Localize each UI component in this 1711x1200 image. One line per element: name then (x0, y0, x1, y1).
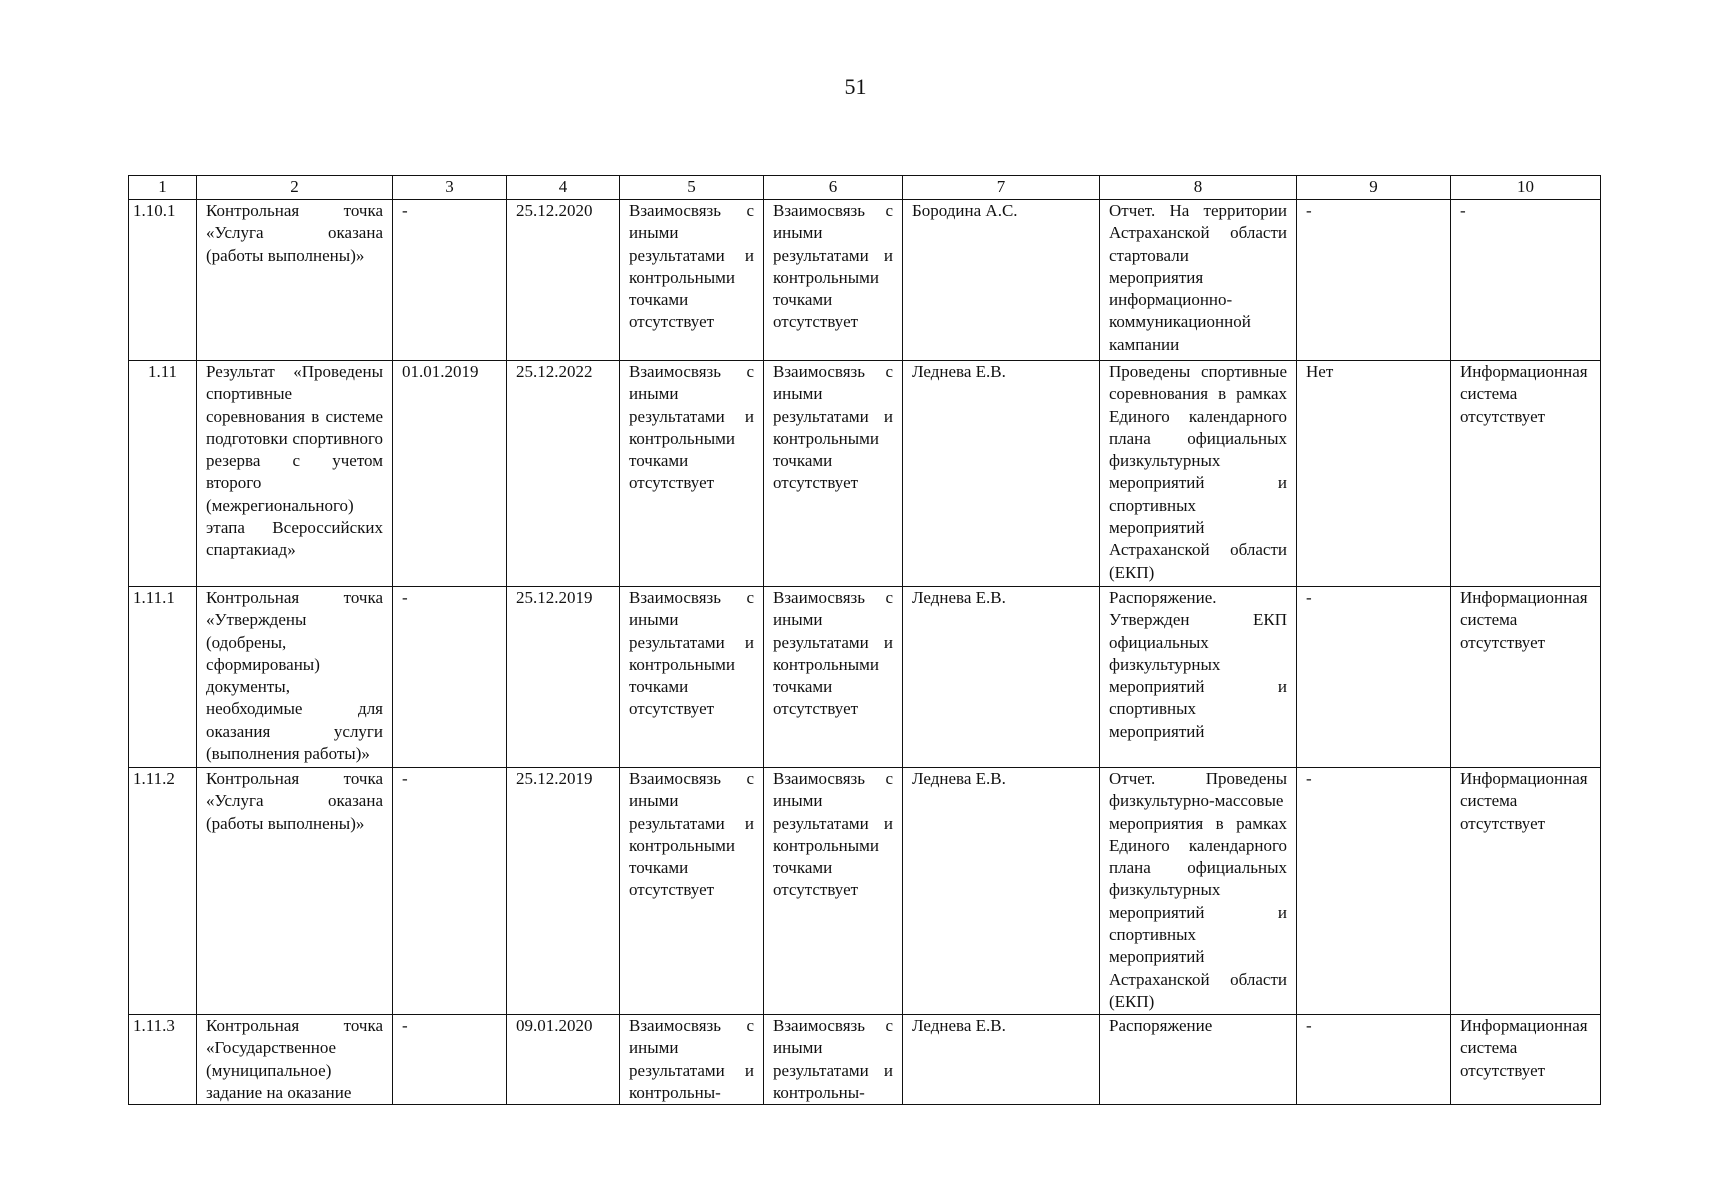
row-responsible-cell: Леднева Е.В. (903, 361, 1100, 587)
row-end-date-cell: 25.12.2019 (507, 587, 620, 768)
row-info-system-cell: - (1451, 200, 1601, 361)
row-responsible-cell: Леднева Е.В. (903, 1015, 1100, 1105)
row-link-points-cell: Взаимосвязь с иными результатами и контрольны- (764, 1015, 903, 1105)
row-start-date-cell: - (393, 200, 507, 361)
row-end-date-cell: 09.01.2020 (507, 1015, 620, 1105)
row-link-points-cell: Взаимосвязь с иными результатами и контрольными точками отсутствует (764, 200, 903, 361)
row-link-points-cell: Взаимосвязь с иными результатами и контрольными точками отсутствует (764, 768, 903, 1015)
row-link-results-cell: Взаимосвязь с иными результатами и контрольны- (620, 1015, 764, 1105)
row-number-cell: 1.11.2 (129, 768, 197, 1015)
row-start-date-cell: - (393, 768, 507, 1015)
row-info-system-cell: Информационная система отсутствует (1451, 768, 1601, 1015)
table-row (129, 361, 1601, 587)
row-name-cell: Контрольная точка «Услуга оказана (работы выполнены)» (197, 768, 393, 1015)
row-start-date-cell: 01.01.2019 (393, 361, 507, 587)
column-header: 10 (1451, 176, 1601, 200)
column-header: 8 (1100, 176, 1297, 200)
row-info-system-cell: Информационная система отсутствует (1451, 1015, 1601, 1105)
column-header: 7 (903, 176, 1100, 200)
row-info-system-cell: Информационная система отсутствует (1451, 587, 1601, 768)
row-name-cell: Контрольная точка «Утверждены (одобрены, сформированы) документы, необходимые для оказания услуги (выполнения работы)» (197, 587, 393, 768)
row-level-cell: - (1297, 1015, 1451, 1105)
row-link-results-cell: Взаимосвязь с иными результатами и контрольными точками отсутствует (620, 768, 764, 1015)
row-level-cell: - (1297, 587, 1451, 768)
row-end-date-cell: 25.12.2022 (507, 361, 620, 587)
row-number-cell: 1.11 (129, 361, 197, 587)
row-result-document-cell: Проведены спортивные соревнования в рамках Единого календарного плана официальных физкультурных мероприятий и спортивных мероприятий Астраханской области (ЕКП) (1100, 361, 1297, 587)
table-header-row (129, 176, 1601, 200)
row-number-cell: 1.11.3 (129, 1015, 197, 1105)
row-name-cell: Контрольная точка «Услуга оказана (работы выполнены)» (197, 200, 393, 361)
row-link-results-cell: Взаимосвязь с иными результатами и контрольными точками отсутствует (620, 587, 764, 768)
page-number: 51 (844, 74, 867, 99)
row-link-points-cell: Взаимосвязь с иными результатами и контрольными точками отсутствует (764, 361, 903, 587)
row-level-cell: - (1297, 768, 1451, 1015)
row-number-cell: 1.10.1 (129, 200, 197, 361)
table-row (129, 768, 1601, 1015)
column-header: 6 (764, 176, 903, 200)
plan-table (128, 175, 1601, 1105)
table-row (129, 1015, 1601, 1105)
row-number-cell: 1.11.1 (129, 587, 197, 768)
row-end-date-cell: 25.12.2020 (507, 200, 620, 361)
row-responsible-cell: Леднева Е.В. (903, 587, 1100, 768)
row-result-document-cell: Распоряжение (1100, 1015, 1297, 1105)
table-row (129, 587, 1601, 768)
row-name-cell: Результат «Проведены спортивные соревнования в системе подготовки спортивного резерва с учетом второго (межрегионального) этапа Всероссийских спартакиад» (197, 361, 393, 587)
column-header: 4 (507, 176, 620, 200)
row-link-results-cell: Взаимосвязь с иными результатами и контрольными точками отсутствует (620, 200, 764, 361)
row-result-document-cell: Распоряжение. Утвержден ЕКП официальных физкультурных мероприятий и спортивных мероприятий (1100, 587, 1297, 768)
column-header: 5 (620, 176, 764, 200)
row-info-system-cell: Информационная система отсутствует (1451, 361, 1601, 587)
row-name-cell: Контрольная точка «Государственное (муниципальное) задание на оказание (197, 1015, 393, 1105)
row-result-document-cell: Отчет. На территории Астраханской области стартовали мероприятия информационно-коммуникационной кампании (1100, 200, 1297, 361)
column-header: 2 (197, 176, 393, 200)
row-start-date-cell: - (393, 587, 507, 768)
row-start-date-cell: - (393, 1015, 507, 1105)
row-responsible-cell: Бородина А.С. (903, 200, 1100, 361)
column-header: 3 (393, 176, 507, 200)
table-row (129, 200, 1601, 361)
column-header: 1 (129, 176, 197, 200)
column-header: 9 (1297, 176, 1451, 200)
row-level-cell: - (1297, 200, 1451, 361)
row-link-points-cell: Взаимосвязь с иными результатами и контрольными точками отсутствует (764, 587, 903, 768)
row-result-document-cell: Отчет. Проведены физкультурно-массовые мероприятия в рамках Единого календарного плана официальных физкультурных мероприятий и спортивных мероприятий Астраханской области (ЕКП) (1100, 768, 1297, 1015)
row-link-results-cell: Взаимосвязь с иными результатами и контрольными точками отсутствует (620, 361, 764, 587)
row-end-date-cell: 25.12.2019 (507, 768, 620, 1015)
row-level-cell: Нет (1297, 361, 1451, 587)
row-responsible-cell: Леднева Е.В. (903, 768, 1100, 1015)
